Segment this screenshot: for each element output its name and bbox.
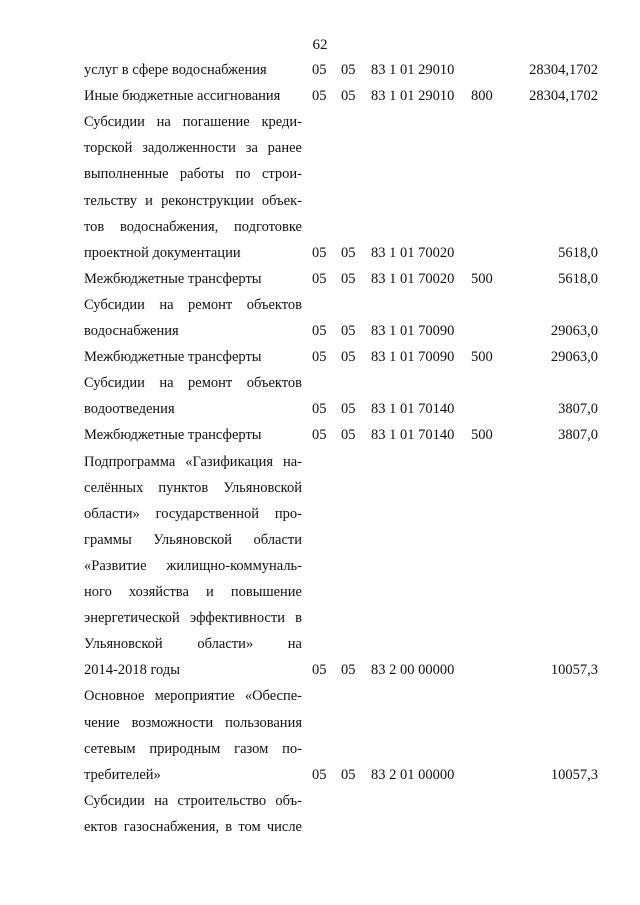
row-description: энергетической эффективности в <box>84 610 302 627</box>
section-code: 05 <box>312 270 327 287</box>
amount: 3807,0 <box>558 427 598 444</box>
target-article-code: 83 1 01 29010 <box>371 62 455 78</box>
table-row <box>0 137 640 159</box>
expense-type-code: 500 <box>471 270 493 287</box>
row-description: «Развитие жилищно-коммуналь- <box>84 557 302 574</box>
amount: 5618,0 <box>558 270 598 287</box>
subsection-code: 05 <box>341 401 356 418</box>
row-description: 2014-2018 годы <box>84 662 180 679</box>
row-description: выполненные работы по строи- <box>84 166 302 183</box>
amount: 3807,0 <box>558 401 598 418</box>
row-description: Субсидии на ремонт объектов <box>84 296 302 313</box>
row-description: проектной документации <box>84 244 241 261</box>
row-description: Межбюджетные трансферты <box>84 427 262 444</box>
target-article-code: 83 1 01 70140 <box>371 401 455 418</box>
section-code: 05 <box>312 349 327 366</box>
row-description: Подпрограмма «Газификация на- <box>84 453 302 470</box>
section-code: 05 <box>312 244 327 261</box>
target-article-code: 83 1 01 70140 <box>371 427 455 444</box>
page-number: 62 <box>312 37 328 53</box>
table-row <box>0 190 640 212</box>
table-row <box>0 163 640 185</box>
target-article-code: 83 1 01 29010 <box>371 88 455 105</box>
section-code: 05 <box>312 662 327 679</box>
subsection-code: 05 <box>341 427 356 444</box>
subsection-code: 05 <box>341 244 356 261</box>
row-description: Межбюджетные трансферты <box>84 270 262 287</box>
table-row <box>0 242 640 264</box>
row-description: селённых пунктов Ульяновской <box>84 479 302 496</box>
table-row <box>0 790 640 812</box>
table-row <box>0 268 640 290</box>
subsection-code: 05 <box>341 88 356 105</box>
table-row <box>0 659 640 681</box>
table-row <box>0 59 640 81</box>
table-row <box>0 477 640 499</box>
expense-type-code: 500 <box>471 427 493 444</box>
table-row <box>0 712 640 734</box>
table-row <box>0 555 640 577</box>
row-description: водоотведения <box>84 401 175 418</box>
subsection-code: 05 <box>341 270 356 287</box>
row-description: тельству и реконструкции объек- <box>84 192 302 209</box>
table-row <box>0 294 640 316</box>
table-row <box>0 346 640 368</box>
row-description: Межбюджетные трансферты <box>84 349 262 366</box>
table-row <box>0 685 640 707</box>
target-article-code: 83 1 01 70090 <box>371 323 455 339</box>
amount: 5618,0 <box>558 244 598 261</box>
row-description: Ульяновской области» на <box>84 636 302 653</box>
table-row <box>0 111 640 133</box>
row-description: ектов газоснабжения, в том числе <box>84 818 302 835</box>
row-description: Основное мероприятие «Обеспе- <box>84 688 302 705</box>
table-row <box>0 424 640 446</box>
row-description: чение возможности пользования <box>84 714 302 731</box>
row-description: Иные бюджетные ассигнования <box>84 88 281 105</box>
row-description: требителей» <box>84 766 161 783</box>
subsection-code: 05 <box>341 323 356 339</box>
subsection-code: 05 <box>341 766 356 783</box>
table-row <box>0 503 640 525</box>
table-row <box>0 529 640 551</box>
table-row <box>0 216 640 238</box>
target-article-code: 83 2 00 00000 <box>371 662 455 679</box>
table-row <box>0 633 640 655</box>
target-article-code: 83 1 01 70020 <box>371 270 455 287</box>
table-row <box>0 607 640 629</box>
subsection-code: 05 <box>341 349 356 366</box>
amount: 10057,3 <box>550 662 598 679</box>
amount: 29063,0 <box>550 349 598 366</box>
row-description: граммы Ульяновской области <box>84 531 302 548</box>
row-description: услуг в сфере водоснабжения <box>84 62 267 78</box>
table-row <box>0 372 640 394</box>
row-description: области» государственной про- <box>84 505 302 522</box>
section-code: 05 <box>312 401 327 418</box>
expense-type-code: 500 <box>471 349 493 366</box>
amount: 28304,1702 <box>529 88 598 105</box>
section-code: 05 <box>312 766 327 783</box>
table-row <box>0 816 640 838</box>
target-article-code: 83 2 01 00000 <box>371 766 455 783</box>
row-description: сетевым природным газом по- <box>84 740 302 757</box>
table-row <box>0 320 640 342</box>
row-description: Субсидии на ремонт объектов <box>84 375 302 392</box>
section-code: 05 <box>312 427 327 444</box>
table-row <box>0 451 640 473</box>
amount: 10057,3 <box>550 766 598 783</box>
section-code: 05 <box>312 62 327 78</box>
target-article-code: 83 1 01 70020 <box>371 244 455 261</box>
table-row <box>0 85 640 107</box>
subsection-code: 05 <box>341 62 356 78</box>
subsection-code: 05 <box>341 662 356 679</box>
row-description: Субсидии на строительство объ- <box>84 792 302 809</box>
row-description: ного хозяйства и повышение <box>84 584 302 600</box>
table-row <box>0 581 640 603</box>
amount: 28304,1702 <box>529 62 598 78</box>
table-row <box>0 764 640 786</box>
row-description: Субсидии на погашение креди- <box>84 114 302 131</box>
section-code: 05 <box>312 88 327 105</box>
section-code: 05 <box>312 323 327 339</box>
target-article-code: 83 1 01 70090 <box>371 349 455 366</box>
row-description: торской задолженности за ранее <box>84 140 302 157</box>
table-row <box>0 738 640 760</box>
expense-type-code: 800 <box>471 88 493 105</box>
row-description: водоснабжения <box>84 323 179 339</box>
amount: 29063,0 <box>550 323 598 339</box>
row-description: тов водоснабжения, подготовке <box>84 218 302 235</box>
table-row <box>0 398 640 420</box>
